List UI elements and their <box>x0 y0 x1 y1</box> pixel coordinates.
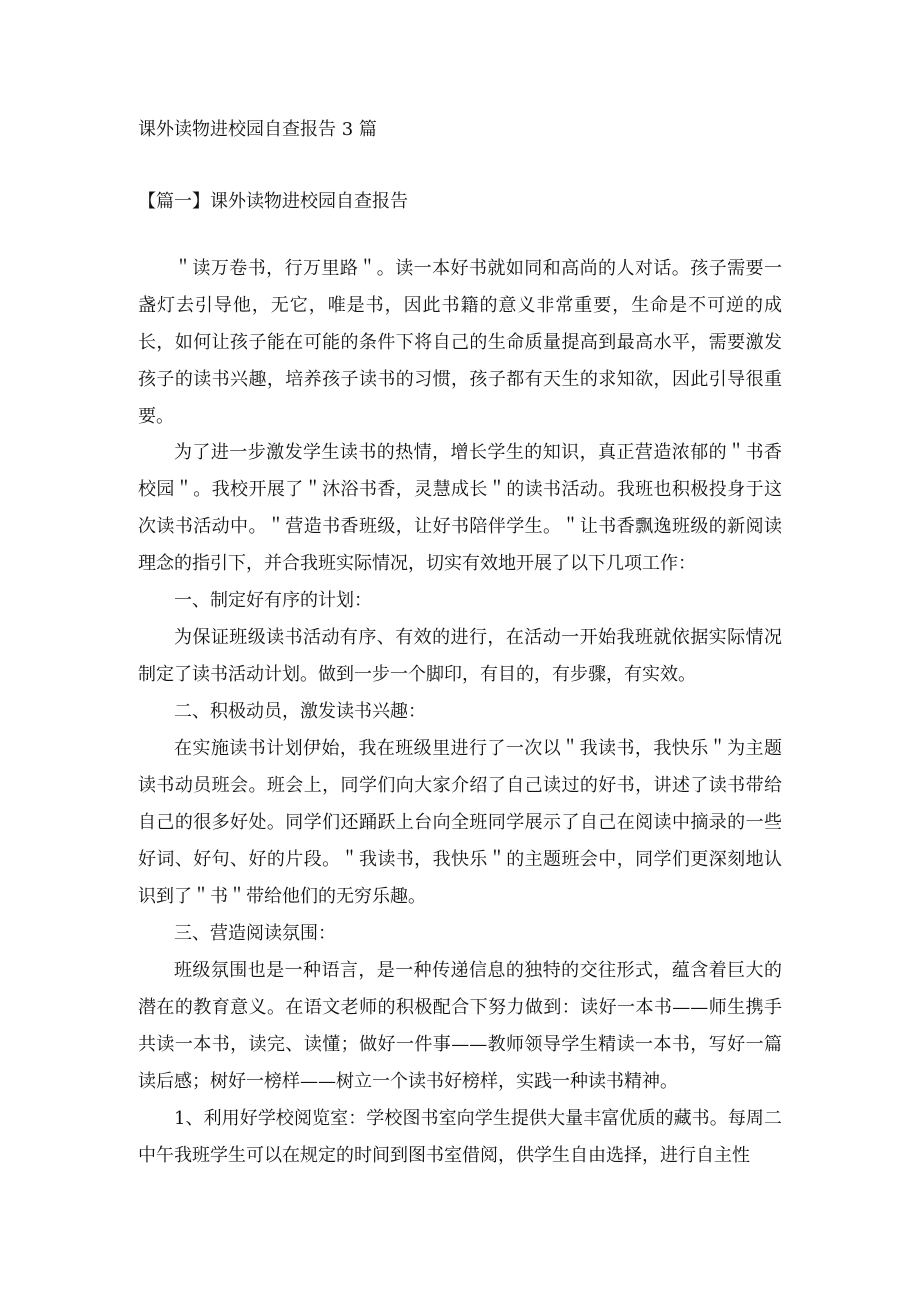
heading-plan: 一、制定好有序的计划： <box>174 590 372 611</box>
paragraph-background: 为了进一步激发学生读书的热情，增长学生的知识，真正营造浓郁的＂书香校园＂。我校开展了＂沐浴书香，灵慧成长＂的读书活动。我班也积极投身于这次读书活动中。＂营造书香班级，让好书陪伴学生。＂让书香飘逸班级的新阅读理念的指引下，并合我班实际情况，切实有效地开展了以下几项工作： <box>138 442 782 574</box>
paragraph-intro: ＂读万卷书，行万里路＂。读一本好书就如同和高尚的人对话。孩子需要一盏灯去引导他，无它，唯是书，因此书籍的意义非常重要，生命是不可逆的成长，如何让孩子能在可能的条件下将自己的生命质量提高到最高水平，需要激发孩子的读书兴趣，培养孩子读书的习惯，孩子都有天生的求知欲，因此引导很重要。 <box>138 258 782 427</box>
document-title: 课外读物进校园自查报告 3 篇 <box>138 119 377 140</box>
paragraph-mobilize: 在实施读书计划伊始，我在班级里进行了一次以＂我读书，我快乐＂为主题读书动员班会。班会上，同学们向大家介绍了自己读过的好书，讲述了读书带给自己的很多好处。同学们还踊跃上台向全班同学展示了自己在阅读中摘录的一些好词、好句、好的片段。＂我读书，我快乐＂的主题班会中，同学们更深刻地认识到了＂书＂带给他们的无穷乐趣。 <box>138 738 782 907</box>
heading-mobilize: 二、积极动员，激发读书兴趣： <box>174 701 426 722</box>
paragraph-plan: 为保证班级读书活动有序、有效的进行，在活动一开始我班就依据实际情况制定了读书活动计划。做到一步一个脚印，有目的，有步骤，有实效。 <box>138 627 782 685</box>
section-heading: 【篇一】课外读物进校园自查报告 <box>138 191 408 212</box>
body-content <box>138 434 782 1174</box>
paragraph-reading-room: 1、利用好学校阅览室：学校图书室向学生提供大量丰富优质的藏书。每周二中午我班学生可以在规定的时间到图书室借阅，供学生自由选择，进行自主性 <box>138 1108 782 1166</box>
paragraph-atmosphere: 班级氛围也是一种语言，是一种传递信息的独特的交往形式，蕴含着巨大的潜在的教育意义。在语文老师的积极配合下努力做到：读好一本书——师生携手共读一本书，读完、读懂；做好一件事——教师领导学生精读一本书，写好一篇读后感；树好一榜样——树立一个读书好榜样，实践一种读书精神。 <box>138 960 782 1092</box>
heading-atmosphere: 三、营造阅读氛围： <box>174 923 336 944</box>
